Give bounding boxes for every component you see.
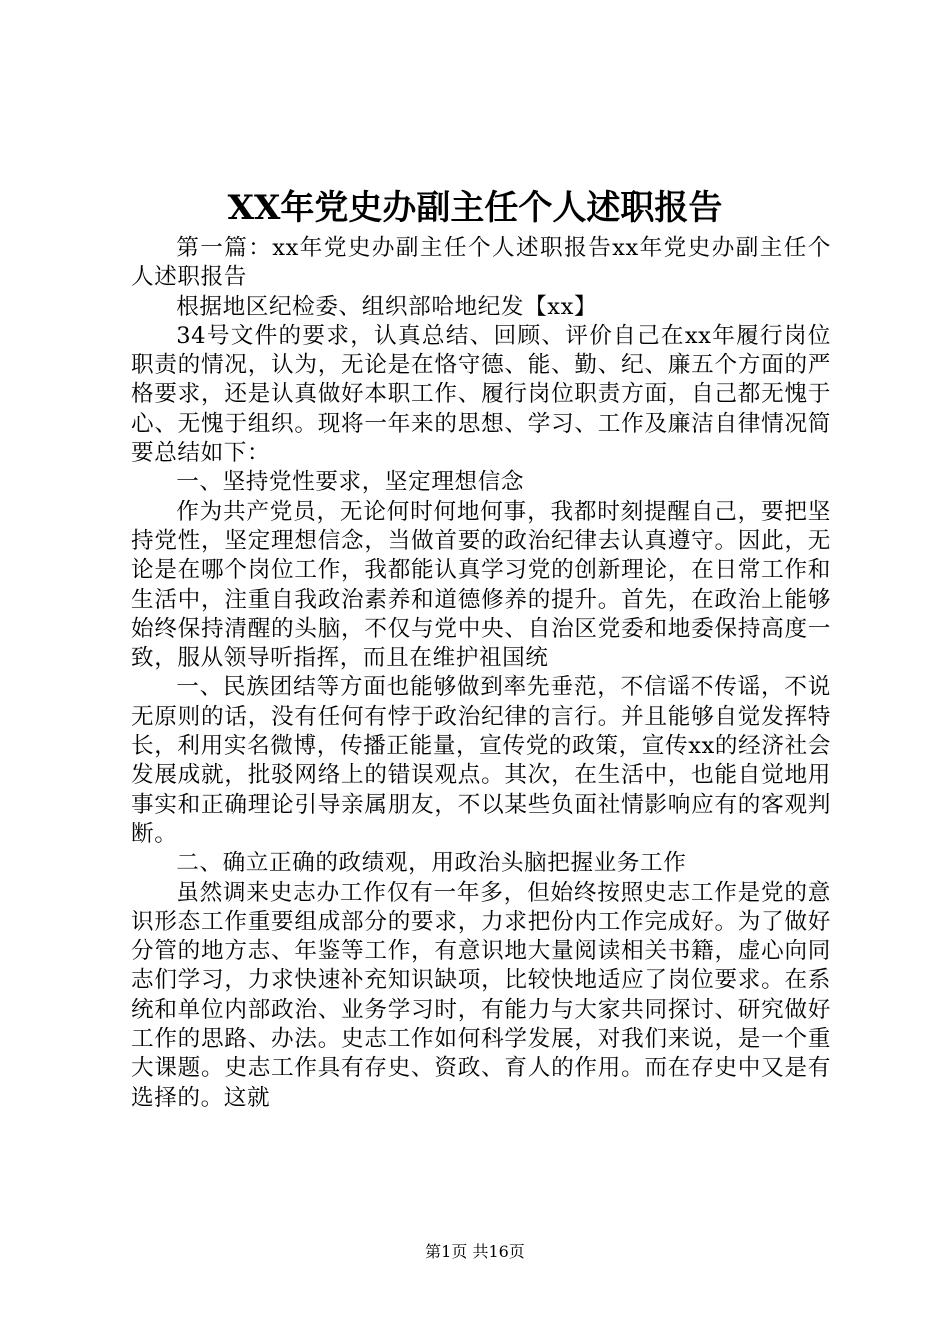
paragraph-work: 虽然调来史志办工作仅有一年多，但始终按照史志工作是党的意识形态工作重要组成部分的要求，力求把份内工作完成好。为了做好分管的地方志、年鉴等工作，有意识地大量阅读相关书籍，虚心向同志们学习，力求快速补充知识缺项，比较快地适应了岗位要求。在系统和单位内部政治、业务学习时，有能力与大家共同探讨、研究做好工作的思路、办法。史志工作如何科学发展，对我们来说，是一个重大课题。史志工作具有存史、资政、育人的作用。而在存史中又是有选择的。这就 [131,879,831,1111]
page-footer: 第1页 共16页 [425,1242,525,1261]
section-heading-1: 一、坚持党性要求，坚定理想信念 [176,469,525,496]
paragraph-intro: 第一篇：xx年党史办副主任个人述职报告xx年党史办副主任个人述职报告 [131,235,831,291]
paragraph-party-spirit: 作为共产党员，无论何时何地何事，我都时刻提醒自己，要把坚持党性，坚定理想信念，当做首要的政治纪律去认真遵守。因此，无论是在哪个岗位工作，我都能认真学习党的创新理论，在日常工作和生活中，注重自我政治素养和道德修养的提升。首先，在政治上能够始终保持清醒的头脑，不仅与党中央、自治区党委和地委保持高度一致，服从领导听指挥，而且在维护祖国统 [131,498,831,672]
document-body [131,234,831,1113]
section-heading-2: 二、确立正确的政绩观，用政治头脑把握业务工作 [176,850,687,877]
paragraph-unity: 一、民族团结等方面也能够做到率先垂范，不信谣不传谣，不说无原则的话，没有任何有悖于政治纪律的言行。并且能够自觉发挥特长，利用实名微博，传播正能量，宣传党的政策，宣传xx的经济社会发展成就，批驳网络上的错误观点。其次，在生活中，也能自觉地用事实和正确理论引导亲属朋友，不以某些负面社情影响应有的客观判断。 [131,674,831,847]
document-title: XX年党史办副主任个人述职报告 [227,188,723,228]
paragraph-basis: 根据地区纪检委、组织部哈地纪发【xx】 [176,293,598,320]
paragraph-summary: 34号文件的要求，认真总结、回顾、评价自己在xx年履行岗位职责的情况，认为，无论是在恪守德、能、勤、纪、廉五个方面的严格要求，还是认真做好本职工作、履行岗位职责方面，自己都无愧于心、无愧于组织。现将一年来的思想、学习、工作及廉洁自律情况简要总结如下： [131,322,831,467]
